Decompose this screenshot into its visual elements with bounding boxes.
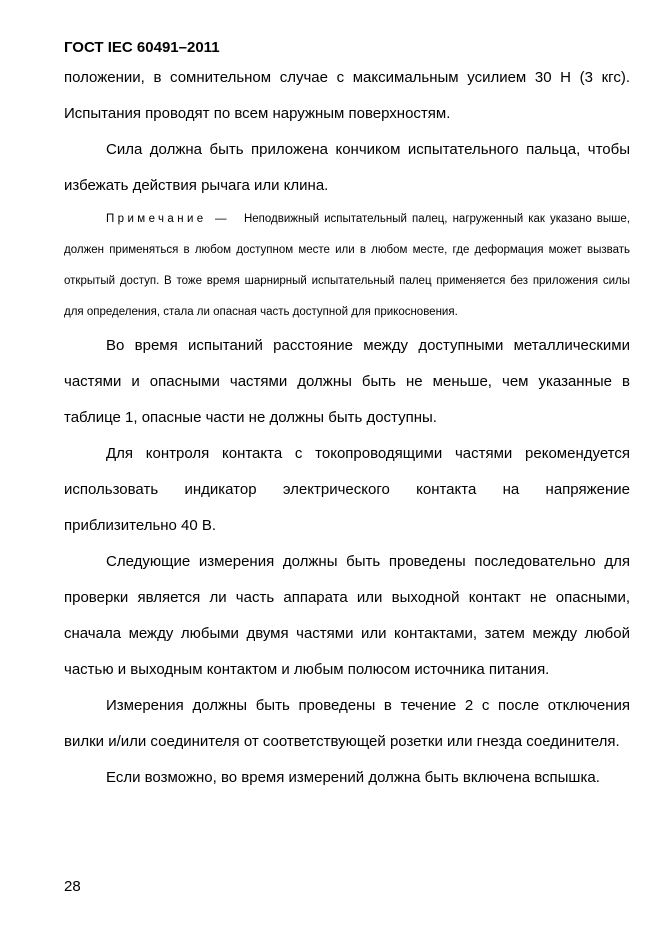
paragraph-5: Следующие измерения должны быть проведены последовательно для проверки является ли часть аппарата или выходной контакт не опасными, сначала между любыми двумя частями или контактами, затем между любой частью и выходным контактом и любым полюсом источника питания. bbox=[64, 553, 630, 678]
paragraph-1: положении, в сомнительном случае с максимальным усилием 30 Н (3 кгс). Испытания проводят по всем наружным поверхностям. bbox=[64, 69, 630, 122]
paragraph-4: Для контроля контакта с токопроводящими частями рекомендуется использовать индикатор электрического контакта на напряжение приблизительно 40 В. bbox=[64, 445, 630, 534]
note-text: Неподвижный испытательный палец, нагруженный как указано выше, должен применяться в любом доступном месте или в любом месте, где деформация может вызвать открытый доступ. В тоже время шарнирный испытательный палец применяется без приложения силы для определения, стала ли опасная часть доступной для прикосновения. bbox=[64, 213, 630, 318]
page-body bbox=[64, 60, 630, 796]
note-paragraph bbox=[64, 204, 630, 328]
page-number: 28 bbox=[64, 878, 81, 895]
note-label: Примечание — bbox=[106, 213, 230, 225]
paragraph-6: Измерения должны быть проведены в течение 2 с после отключения вилки и/или соединителя от соответствующей розетки или гнезда соединителя. bbox=[64, 697, 630, 750]
paragraph-3: Во время испытаний расстояние между доступными металлическими частями и опасными частями должны быть не меньше, чем указанные в таблице 1, опасные части не должны быть доступны. bbox=[64, 337, 630, 426]
paragraph-2: Сила должна быть приложена кончиком испытательного пальца, чтобы избежать действия рычага или клина. bbox=[64, 141, 630, 194]
paragraph-7: Если возможно, во время измерений должна быть включена вспышка. bbox=[106, 769, 600, 786]
document-header: ГОСТ IEC 60491–2011 bbox=[64, 39, 220, 56]
